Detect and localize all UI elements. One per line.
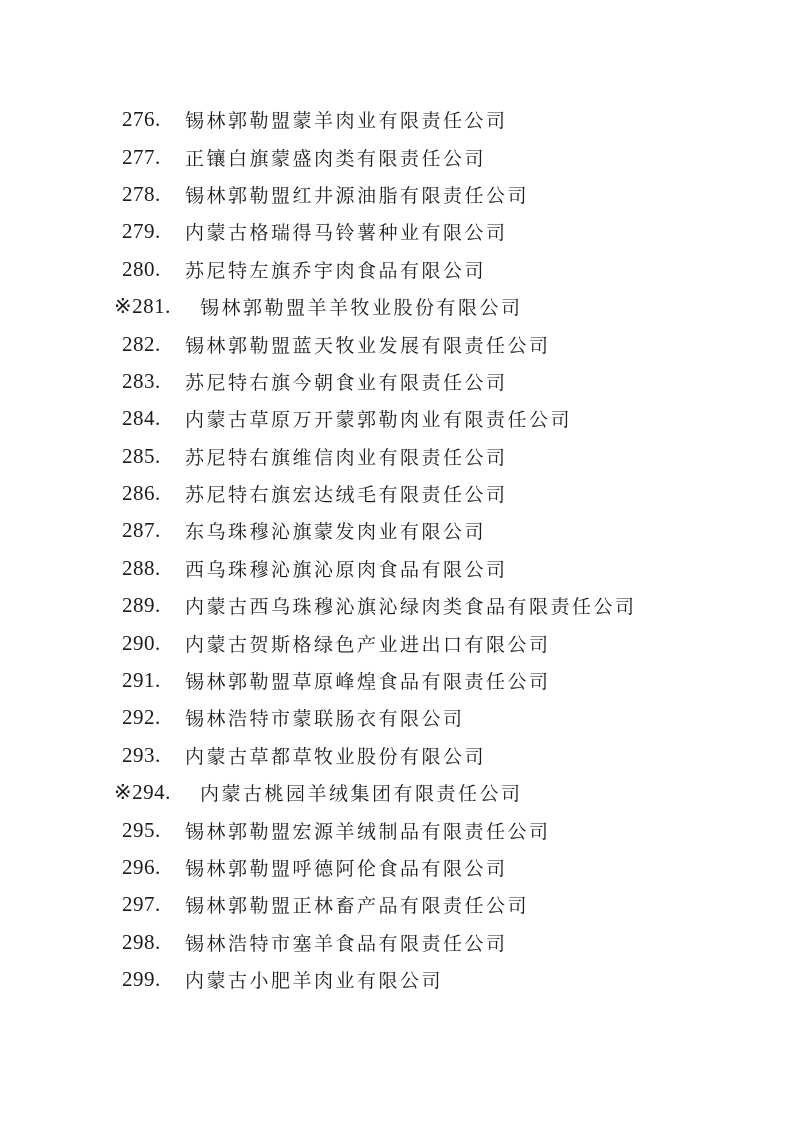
item-number: 280.	[122, 256, 161, 281]
company-name: 苏尼特右旗今朝食业有限责任公司	[185, 372, 508, 394]
list-item	[0, 101, 793, 138]
item-number: 284.	[122, 406, 161, 431]
item-number: ※281.	[114, 294, 171, 319]
company-name: 锡林郭勒盟宏源羊绒制品有限责任公司	[185, 821, 551, 843]
item-number: 282.	[122, 331, 161, 356]
company-list	[0, 101, 793, 998]
company-name: 锡林郭勒盟蓝天牧业发展有限责任公司	[185, 335, 551, 357]
list-item	[0, 587, 793, 624]
list-item	[0, 176, 793, 213]
list-item	[0, 400, 793, 437]
item-number: 285.	[122, 443, 161, 468]
item-number: 288.	[122, 555, 161, 580]
list-item	[0, 849, 793, 886]
item-number: 290.	[122, 630, 161, 655]
list-item	[0, 288, 793, 325]
list-item	[0, 512, 793, 549]
list-item	[0, 251, 793, 288]
item-number: 299.	[122, 967, 161, 992]
list-item	[0, 662, 793, 699]
company-name: 内蒙古贺斯格绿色产业进出口有限公司	[185, 634, 551, 656]
item-number: 292.	[122, 705, 161, 730]
item-number: 287.	[122, 518, 161, 543]
item-number: 298.	[122, 929, 161, 954]
company-name: 正镶白旗蒙盛肉类有限责任公司	[185, 148, 487, 170]
company-name: 锡林郭勒盟呼德阿伦食品有限公司	[185, 859, 508, 880]
item-number: 276.	[122, 107, 161, 132]
list-item	[0, 325, 793, 362]
list-item	[0, 438, 793, 475]
item-number: 296.	[122, 855, 161, 879]
company-name: 锡林郭勒盟正林畜产品有限责任公司	[185, 896, 530, 918]
list-item	[0, 774, 793, 811]
company-name: 内蒙古格瑞得马铃薯种业有限公司	[185, 223, 508, 245]
company-name: 锡林浩特市蒙联肠衣有限公司	[185, 709, 465, 731]
company-name: 锡林郭勒盟草原峰煌食品有限责任公司	[185, 672, 551, 694]
company-name: 内蒙古草原万开蒙郭勒肉业有限责任公司	[185, 410, 573, 432]
company-name: 内蒙古西乌珠穆沁旗沁绿肉类食品有限责任公司	[185, 597, 637, 619]
list-item	[0, 886, 793, 923]
company-name: 苏尼特左旗乔宇肉食品有限公司	[185, 260, 487, 282]
company-name: 内蒙古草都草牧业股份有限公司	[185, 746, 487, 768]
item-number: 283.	[122, 368, 161, 393]
item-number: ※294.	[114, 780, 171, 805]
company-name: 苏尼特右旗宏达绒毛有限责任公司	[185, 485, 508, 507]
list-item	[0, 737, 793, 774]
company-name: 西乌珠穆沁旗沁原肉食品有限公司	[185, 559, 508, 581]
company-name: 锡林浩特市塞羊食品有限责任公司	[185, 933, 508, 955]
list-item	[0, 138, 793, 175]
list-item	[0, 624, 793, 661]
item-number: 289.	[122, 593, 161, 618]
list-item	[0, 811, 793, 848]
company-name: 内蒙古桃园羊绒集团有限责任公司	[200, 784, 523, 806]
list-item	[0, 699, 793, 736]
item-number: 278.	[122, 181, 161, 206]
company-name: 锡林郭勒盟蒙羊肉业有限责任公司	[185, 111, 508, 133]
list-item	[0, 961, 793, 998]
item-number: 277.	[122, 144, 161, 169]
item-number: 279.	[122, 219, 161, 244]
company-name: 东乌珠穆沁旗蒙发肉业有限公司	[185, 522, 487, 544]
company-name: 苏尼特右旗维信肉业有限责任公司	[185, 447, 508, 469]
list-item	[0, 924, 793, 961]
list-item	[0, 475, 793, 512]
item-number: 291.	[122, 668, 161, 693]
company-name: 锡林郭勒盟红井源油脂有限责任公司	[185, 185, 530, 207]
list-item	[0, 363, 793, 400]
item-number: 286.	[122, 481, 161, 506]
item-number: 297.	[122, 892, 161, 917]
list-item	[0, 550, 793, 587]
item-number: 293.	[122, 742, 161, 767]
item-number: 295.	[122, 817, 161, 842]
company-name: 内蒙古小肥羊肉业有限公司	[185, 971, 444, 993]
company-name: 锡林郭勒盟羊羊牧业股份有限公司	[200, 298, 523, 320]
list-item	[0, 213, 793, 250]
